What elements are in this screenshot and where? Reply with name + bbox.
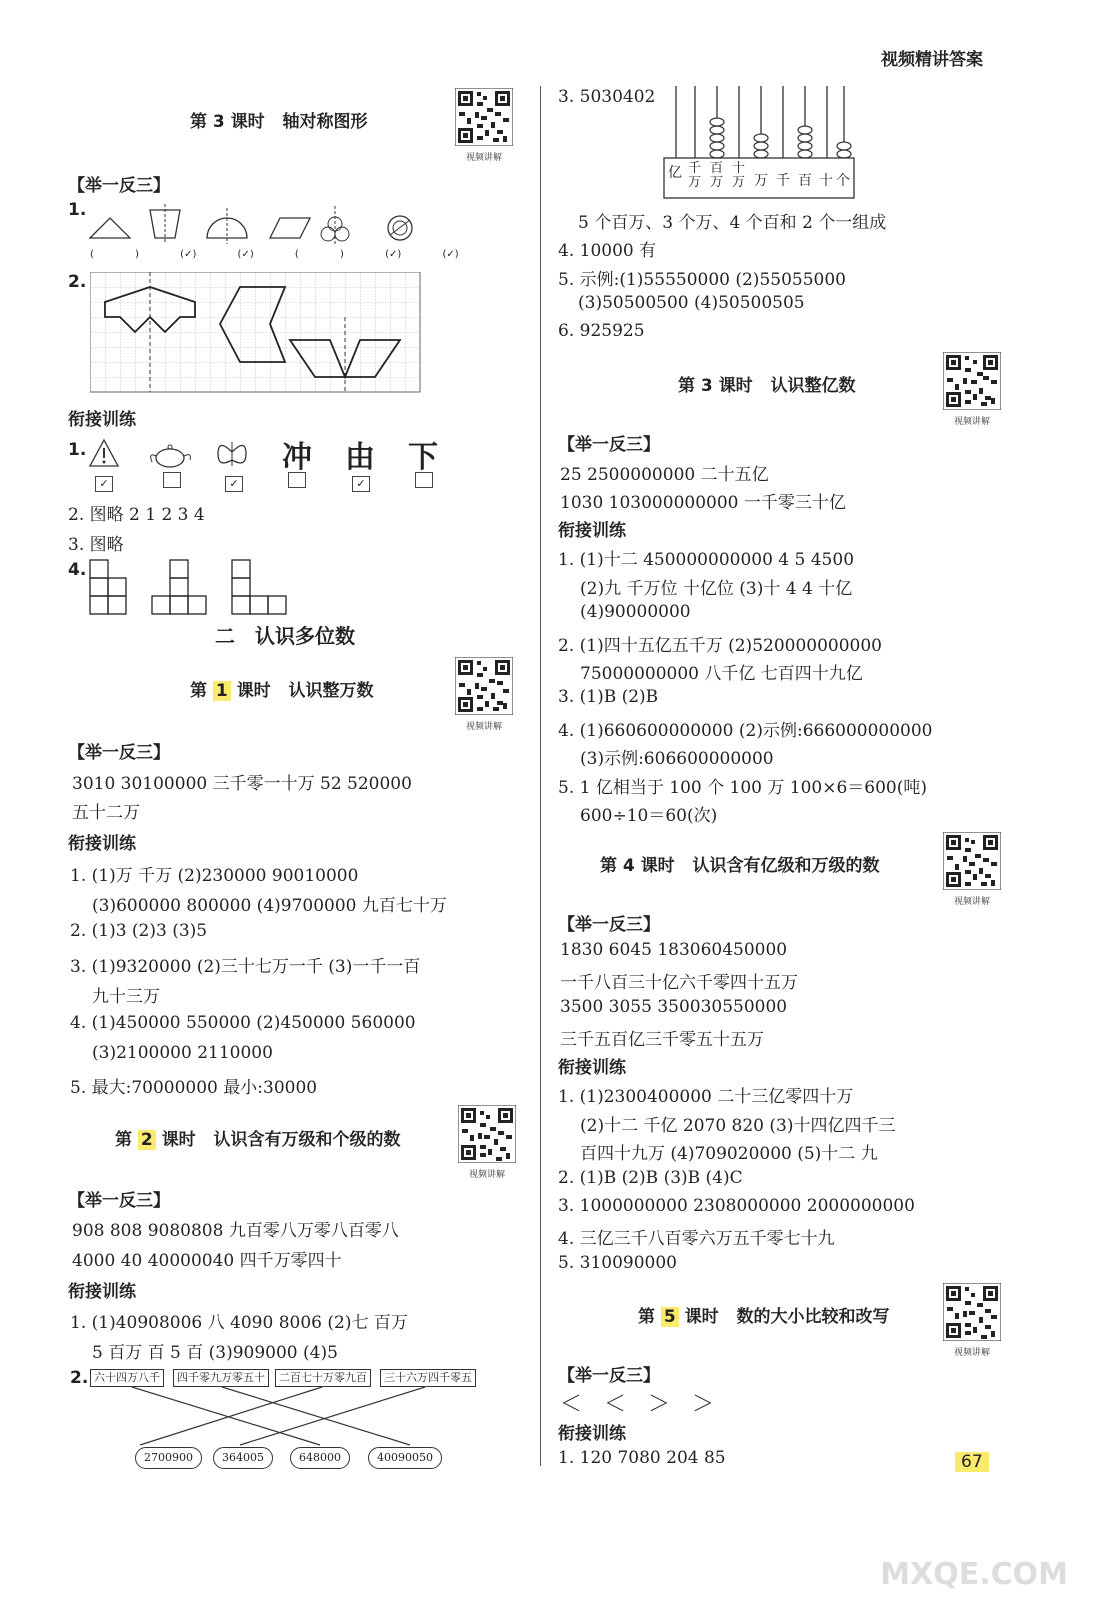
answer-line: 1. (1)40908006 八 4090 8006 (2)七 百万 (70, 1313, 408, 1333)
lesson-unit: 课时 (640, 856, 675, 876)
answer-line: ＜ ＜ ＞ ＞ (560, 1392, 715, 1417)
answer-line: 5. 示例:(1)55550000 (2)55055000 (558, 270, 846, 290)
q2-number: 2. (70, 1368, 89, 1388)
answer-line: (3)600000 800000 (4)9700000 九百七十万 (92, 896, 447, 916)
word-box: 四千零九万零五十 (173, 1369, 269, 1387)
number-oval: 40090050 (368, 1447, 442, 1469)
abacus-label: 百万 (710, 161, 724, 190)
symbol-icons (88, 436, 288, 470)
answer-line: 2. (1)四十五亿五千万 (2)520000000000 (558, 636, 882, 656)
answer-line: 4000 40 40000040 四千万零四十 (72, 1251, 342, 1271)
answer-line: 5 个百万、3 个万、4 个百和 2 个一组成 (578, 213, 887, 233)
matching-lines (90, 1387, 480, 1447)
answer-line: 3. (1)B (2)B (558, 687, 659, 707)
x4-number: 4. (68, 560, 87, 580)
qr-code-icon[interactable] (455, 88, 513, 146)
section-heading: 【举一反三】 (68, 1191, 170, 1211)
practice-heading: 衔接训练 (68, 834, 136, 854)
word-box: 三十六万四千零五 (380, 1369, 476, 1387)
unit-title: 二 认识多位数 (215, 624, 355, 648)
answer-line: 五十二万 (72, 803, 140, 823)
answer-line: 4. (1)660600000000 (2)示例:666000000000 (558, 721, 933, 741)
header-title: 视频精讲答案 (881, 50, 983, 70)
answer-line: 25 2500000000 二十五亿 (560, 465, 769, 485)
q1-mark: ( ) (90, 249, 139, 260)
answer-line: 5. 最大:70000000 最小:30000 (70, 1078, 318, 1098)
empty-check (415, 472, 433, 488)
word-box: 六十四万八千 (90, 1369, 164, 1387)
lesson-unit: 课时 (236, 681, 271, 701)
lesson-r3-title (678, 371, 855, 396)
answer-line: 3010 30100000 三千零一十万 52 520000 (72, 774, 412, 794)
lesson-number: 3 (700, 376, 713, 396)
abacus-label: 万 (754, 173, 768, 189)
answer-line: (2)十二 千亿 2070 820 (3)十四亿四千三 (580, 1116, 896, 1136)
lesson-label: 第 (115, 1130, 132, 1150)
qr-caption: 视频讲解 (953, 1348, 990, 1358)
lesson-name: 轴对称图形 (282, 112, 368, 132)
q1-mark: (✓) (385, 249, 402, 260)
answer-line: (4)90000000 (580, 602, 691, 622)
number-oval: 2700900 (135, 1447, 202, 1469)
q2-number: 2. (68, 272, 87, 292)
lesson-unit: 课时 (684, 1307, 719, 1327)
char-you: 由 (345, 440, 375, 475)
checkbox-3 (225, 472, 243, 492)
answer-line: 4. 10000 有 (558, 241, 657, 261)
section-heading: 【举一反三】 (558, 1366, 660, 1386)
lesson-number: 2 (138, 1130, 156, 1150)
char-xia: 下 (408, 440, 438, 475)
qr-code-icon[interactable] (943, 832, 1001, 890)
lesson-label: 第 (190, 112, 207, 132)
lesson-number: 4 (622, 856, 635, 876)
symmetry-grid (90, 272, 422, 394)
answer-line: 908 808 9080808 九百零八万零八百零八 (72, 1221, 399, 1241)
answer-line: 百四十九万 (4)709020000 (5)十二 九 (580, 1144, 878, 1164)
lesson-name: 认识含有万级和个级的数 (213, 1130, 401, 1150)
qr-caption: 视频讲解 (465, 153, 502, 163)
practice-heading: 衔接训练 (68, 1282, 136, 1302)
lesson-name: 认识整亿数 (770, 376, 856, 396)
lesson-label: 第 (678, 376, 695, 396)
answer-line: 2. (1)3 (2)3 (3)5 (70, 921, 208, 941)
lesson-r4-title (600, 851, 879, 876)
abacus-label: 十 (819, 173, 833, 189)
lesson-name: 认识含有亿级和万级的数 (692, 856, 880, 876)
q1-mark: (✓) (180, 249, 197, 260)
section-heading: 【举一反三】 (558, 915, 660, 935)
answer-line: 4. 三亿三千八百零六万五千零七十九 (558, 1229, 835, 1249)
qr-caption: 视频讲解 (468, 1170, 505, 1180)
answer-line: 三千五百亿三千零五十五万 (560, 1030, 764, 1050)
check-mark: ✓ (225, 476, 243, 492)
answer-line: 5. 1 亿相当于 100 个 100 万 100×6＝600(吨) (558, 778, 927, 798)
answer-line: 5 百万 百 5 百 (3)909000 (4)5 (92, 1343, 338, 1363)
watermark: MXQE.COM (880, 1557, 1068, 1592)
checkbox-5 (352, 472, 370, 492)
abacus-label: 千万 (688, 161, 702, 190)
q1-number: 1. (68, 200, 87, 220)
practice-heading: 衔接训练 (558, 1424, 626, 1444)
answer-line: 5. 310090000 (558, 1253, 677, 1273)
lesson-2-title (115, 1125, 400, 1150)
answer-line: (2)九 千万位 十亿位 (3)十 4 4 十亿 (580, 579, 853, 599)
section-heading: 【举一反三】 (68, 176, 170, 196)
column-divider (540, 86, 541, 1466)
answer-line: 3500 3055 350030550000 (560, 997, 788, 1017)
lesson-3-title (190, 107, 367, 132)
x1-number: 1. (68, 440, 87, 460)
answer-line: 75000000000 八千亿 七百四十九亿 (580, 664, 863, 684)
q1-mark: ( ) (294, 249, 344, 260)
answer-line: 3. (1)9320000 (2)三十七万一千 (3)一千一百 (70, 957, 421, 977)
lesson-unit: 课时 (230, 112, 265, 132)
lesson-label: 第 (638, 1307, 655, 1327)
lesson-1-title (190, 676, 373, 701)
practice-heading: 衔接训练 (558, 521, 626, 541)
answer-line: 3. 5030402 (558, 87, 656, 107)
checkbox-4 (288, 472, 306, 492)
lesson-label: 第 (190, 681, 207, 701)
lesson-unit: 课时 (718, 376, 753, 396)
symmetry-shapes (85, 200, 430, 250)
answer-line: (3)示例:606600000000 (580, 749, 774, 769)
qr-code-icon[interactable] (455, 657, 513, 715)
answer-line: 1. (1)2300400000 二十三亿零四十万 (558, 1087, 854, 1107)
lesson-label: 第 (600, 856, 617, 876)
answer-line: 1. 120 7080 204 85 (558, 1448, 726, 1468)
qr-caption: 视频讲解 (953, 417, 990, 427)
q1-mark: (✓) (237, 249, 254, 260)
check-mark: ✓ (352, 476, 370, 492)
answer-line: 1030 103000000000 一千零三十亿 (560, 493, 846, 513)
answer-line: 2. (1)B (2)B (3)B (4)C (558, 1168, 743, 1188)
answer-line: 4. (1)450000 550000 (2)450000 560000 (70, 1013, 416, 1033)
answer-line: 600÷10＝60(次) (580, 806, 718, 826)
answer-line: 6. 925925 (558, 321, 645, 341)
answer-line: 1830 6045 183060450000 (560, 940, 788, 960)
word-box: 二百七十万零九百 (275, 1369, 371, 1387)
empty-check (288, 472, 306, 488)
lesson-r5-title (638, 1302, 889, 1327)
x2-answer: 2. 图略 2 1 2 3 4 (68, 505, 205, 525)
lesson-number: 1 (213, 681, 231, 701)
abacus-label: 亿 (668, 165, 682, 181)
lesson-number: 3 (212, 112, 225, 132)
answer-line: 九十三万 (92, 987, 160, 1007)
answer-line: (3)50500500 (4)50500505 (578, 293, 805, 313)
answer-line: 一千八百三十亿六千零四十五万 (560, 973, 798, 993)
qr-code-icon[interactable] (943, 352, 1001, 410)
qr-code-icon[interactable] (458, 1105, 516, 1163)
checkbox-6 (415, 472, 433, 492)
number-oval: 648000 (290, 1447, 350, 1469)
abacus-label: 十万 (732, 161, 746, 190)
practice-heading: 衔接训练 (558, 1058, 626, 1078)
abacus-label: 个 (836, 173, 850, 189)
section-heading: 【举一反三】 (68, 743, 170, 763)
lesson-name: 数的大小比较和改写 (736, 1307, 890, 1327)
answer-line: 1. (1)万 千万 (2)230000 90010000 (70, 866, 359, 886)
cube-views (88, 556, 288, 616)
page-number: 67 (955, 1452, 989, 1472)
lesson-unit: 课时 (161, 1130, 196, 1150)
qr-code-icon[interactable] (943, 1283, 1001, 1341)
lesson-number: 5 (661, 1307, 679, 1327)
char-chong: 冲 (282, 440, 312, 475)
empty-check (163, 472, 181, 488)
number-oval: 364005 (213, 1447, 273, 1469)
abacus-label: 百 (798, 173, 812, 189)
checkbox-1 (95, 472, 113, 492)
answer-line: 3. 1000000000 2308000000 2000000000 (558, 1196, 915, 1216)
qr-caption: 视频讲解 (465, 722, 502, 732)
answer-line: (3)2100000 2110000 (92, 1043, 273, 1063)
qr-caption: 视频讲解 (953, 897, 990, 907)
section-heading: 【举一反三】 (558, 435, 660, 455)
lesson-name: 认识整万数 (288, 681, 374, 701)
practice-heading: 衔接训练 (68, 410, 136, 430)
answer-line: 1. (1)十二 450000000000 4 5 4500 (558, 550, 855, 570)
x3-answer: 3. 图略 (68, 535, 124, 555)
abacus-label: 千 (776, 173, 790, 189)
q1-marks (90, 249, 459, 260)
check-mark: ✓ (95, 476, 113, 492)
q1-mark: (✓) (442, 249, 459, 260)
checkbox-2 (163, 472, 181, 492)
